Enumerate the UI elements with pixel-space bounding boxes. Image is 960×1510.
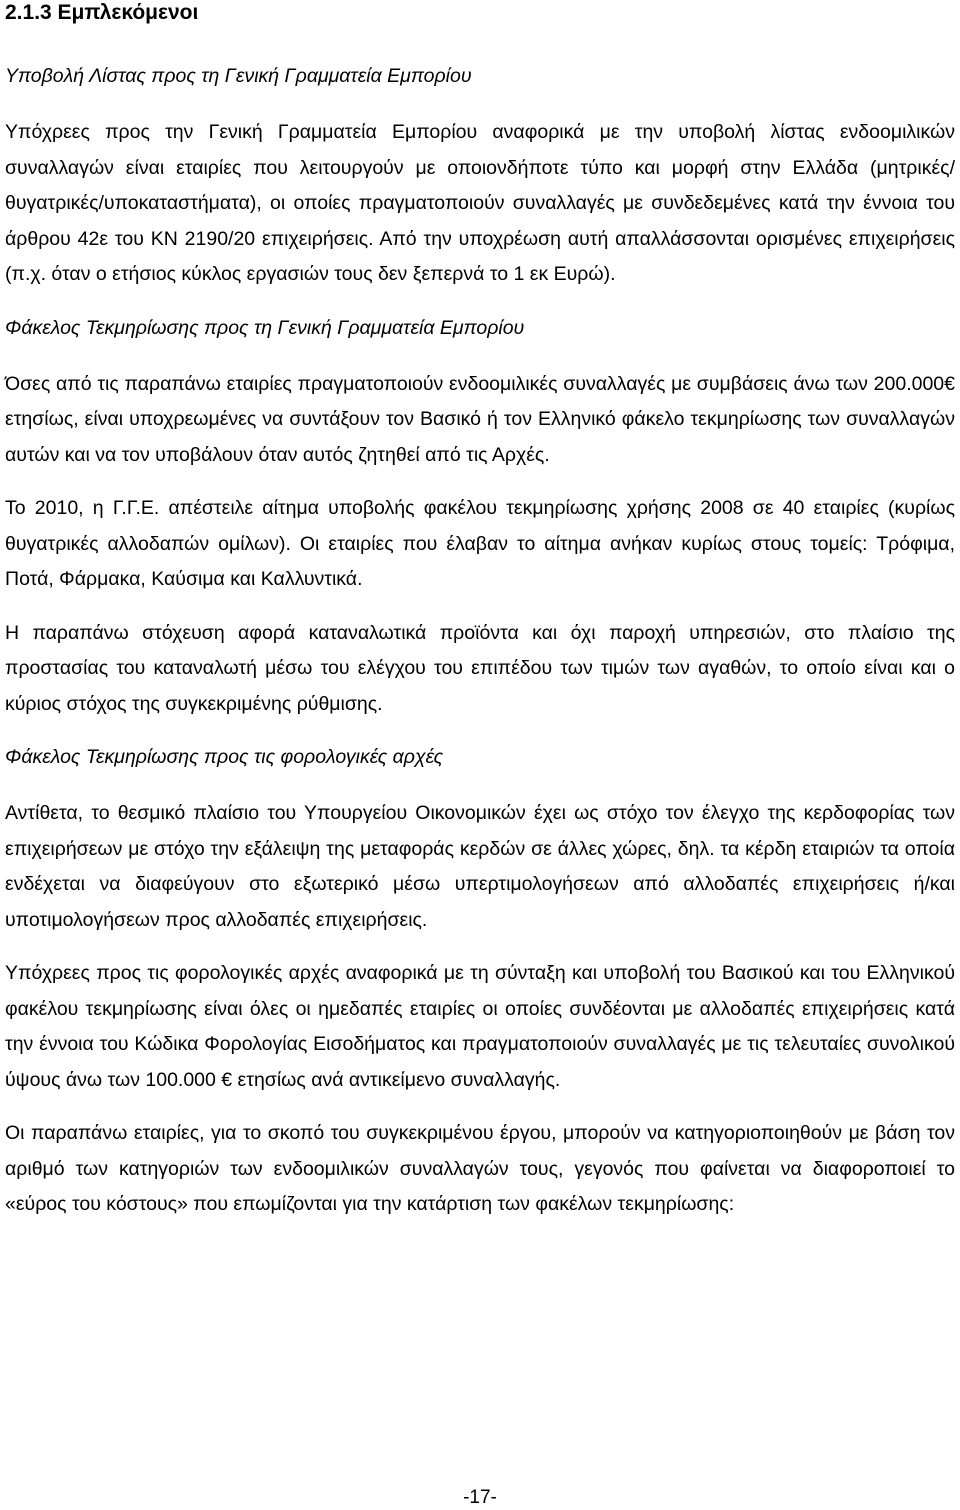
page-number: -17- <box>463 1487 497 1508</box>
subheading-documentation-file-tax: Φάκελος Τεκμηρίωσης προς τις φορολογικές αρχές <box>5 746 444 768</box>
paragraph-2010-request: Το 2010, η Γ.Γ.Ε. απέστειλε αίτημα υποβολής φακέλου τεκμηρίωσης χρήσης 2008 σε 40 εταιρίες (κυρίως θυγατρικές αλλοδαπών ομίλων). Οι εταιρίες που έλαβαν το αίτημα ανήκαν κυρίως στους τομείς: Τρόφιμα, Ποτά, Φάρμακα, Καύσιμα και Καλλυντικά. <box>5 497 955 590</box>
paragraph-categorization: Οι παραπάνω εταιρίες, για το σκοπό του συγκεκριμένου έργου, μπορούν να κατηγοριοποιηθούν με βάση τον αριθμό των κατηγοριών των ενδοομιλικών συναλλαγών τους, γεγονός που φαίνεται να διαφοροποιεί το «εύρος του κόστους» που επωμίζονται για την κατάρτιση των φακέλων τεκμηρίωσης: <box>5 1122 955 1215</box>
document-page <box>5 0 955 1223</box>
section-title: 2.1.3 Εμπλεκόμενοι <box>5 1 199 24</box>
paragraph-tax-obligated: Υπόχρεες προς τις φορολογικές αρχές αναφορικά με τη σύνταξη και υποβολή του Βασικού και του Ελληνικού φακέλου τεκμηρίωσης είναι όλες οι ημεδαπές εταιρίες οι οποίες συνδέονται με αλλοδαπές επιχειρήσεις κατά την έννοια του Κώδικα Φορολογίας Εισοδήματος και πραγματοποιούν συναλλαγές με τις τελευταίες συνολικού ύψους άνω των 100.000 € ετησίως ανά αντικείμενο συναλλαγής. <box>5 962 955 1091</box>
paragraph-consumer-targeting: Η παραπάνω στόχευση αφορά καταναλωτικά προϊόντα και όχι παροχή υπηρεσιών, στο πλαίσιο της προστασίας του καταναλωτή μέσω του ελέγχου του επιπέδου των τιμών των αγαθών, το οποίο είναι και ο κύριος στόχος της συγκεκριμένης ρύθμισης. <box>5 621 955 715</box>
subheading-documentation-file-trade: Φάκελος Τεκμηρίωσης προς τη Γενική Γραμματεία Εμπορίου <box>5 316 525 339</box>
paragraph-obligated-entities: Υπόχρεες προς την Γενική Γραμματεία Εμπορίου αναφορικά με την υποβολή λίστας ενδοομιλικών συναλλαγών είναι εταιρίες που λειτουργούν με οποιονδήποτε τύπο και μορφή στην Ελλάδα (μητρικές/θυγατρικές/υποκαταστήματα), οι οποίες πραγματοποιούν συναλλαγές με συνδεδεμένες κατά την έννοια του άρθρου 42ε του ΚΝ 2190/20 επιχειρήσεις. Από την υποχρέωση αυτή απαλλάσσονται ορισμένες επιχειρήσεις (π.χ. όταν ο ετήσιος κύκλος εργασιών τους δεν ξεπερνά το 1 εκ Ευρώ). <box>5 121 955 285</box>
subheading-list-submission: Υποβολή Λίστας προς τη Γενική Γραμματεία Εμπορίου <box>5 65 472 87</box>
paragraph-documentation-threshold: Όσες από τις παραπάνω εταιρίες πραγματοποιούν ενδοομιλικές συναλλαγές με συμβάσεις άνω των 200.000€ ετησίως, είναι υποχρεωμένες να συντάξουν τον Βασικό ή τον Ελληνικό φάκελο τεκμηρίωσης των συναλλαγών αυτών και να τον υποβάλουν όταν αυτός ζητηθεί από τις Αρχές. <box>5 372 955 466</box>
paragraph-ministry-framework: Αντίθετα, το θεσμικό πλαίσιο του Υπουργείου Οικονομικών έχει ως στόχο τον έλεγχο της κερδοφορίας των επιχειρήσεων με στόχο την εξάλειψη της μεταφοράς κερδών σε άλλες χώρες, δηλ. τα κέρδη εταιριών τα οποία ενδέχεται να διαφεύγουν στο εξωτερικό μέσω υπερτιμολογήσεων από αλλοδαπές επιχειρήσεις ή/και υποτιμολογήσεων προς αλλοδαπές επιχειρήσεις. <box>5 802 955 931</box>
